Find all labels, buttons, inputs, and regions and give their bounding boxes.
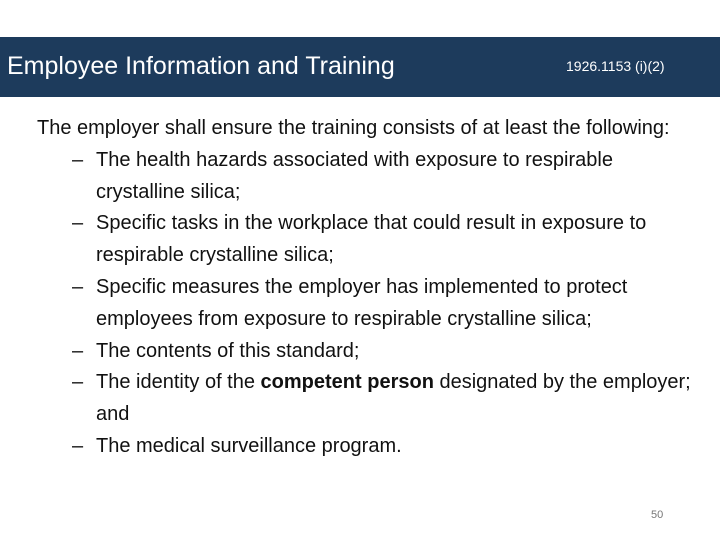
- dash-bullet-icon: –: [72, 371, 84, 394]
- bullet-text: The contents of this standard;: [96, 339, 360, 362]
- bullet-item-specific-measures: [37, 272, 697, 336]
- dash-bullet-icon: –: [72, 275, 84, 298]
- page-number: 50: [651, 509, 664, 521]
- bullet-text-lead: The identity of the: [96, 371, 261, 394]
- bullet-item-specific-tasks: [37, 208, 697, 272]
- dash-bullet-icon: –: [72, 212, 84, 235]
- intro-text: The employer shall ensure the training consists of at least the following:: [37, 117, 670, 139]
- bullet-item-competent-person: [37, 367, 697, 431]
- bullet-item-medical-surveillance: [37, 431, 697, 463]
- dash-bullet-icon: –: [72, 434, 84, 457]
- competent-person-emphasis: competent person: [260, 371, 434, 394]
- slide-body: [37, 113, 697, 463]
- bullet-text: Specific measures the employer has implemented to protect employees from exposure to respirable crystalline silica;: [96, 275, 628, 330]
- bullet-text: The health hazards associated with exposure to respirable crystalline silica;: [96, 148, 613, 203]
- regulation-reference: 1926.1153 (i)(2): [566, 58, 665, 74]
- slide-title: Employee Information and Training: [7, 52, 395, 80]
- bullet-item-health-hazards: [37, 145, 697, 209]
- bullet-item-standard-contents: [37, 336, 697, 368]
- bullet-text: Specific tasks in the workplace that could result in exposure to respirable crystalline silica;: [96, 212, 647, 267]
- dash-bullet-icon: –: [72, 339, 84, 362]
- bullet-text: The medical surveillance program.: [96, 434, 402, 457]
- bullet-list: [37, 145, 697, 463]
- bullet-text-trail: designated by the employer; and: [96, 371, 691, 426]
- dash-bullet-icon: –: [72, 148, 84, 171]
